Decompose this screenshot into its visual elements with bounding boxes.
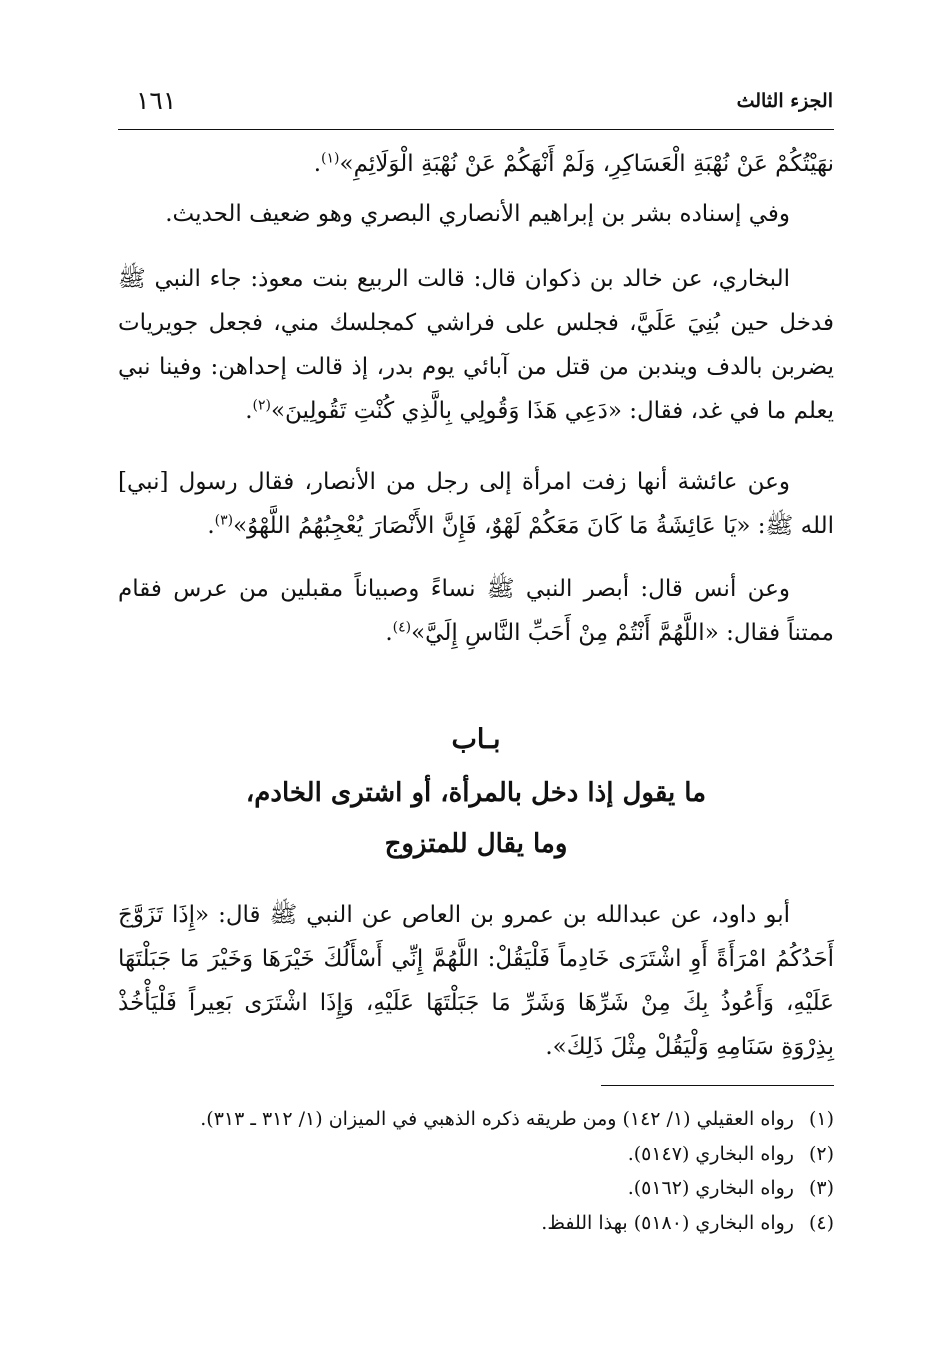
paragraph-text: أبو داود، عن عبدالله بن عمرو بن العاص عن النبي ﷺ قال: «إِذَا تَزَوَّجَ أَحَدُكُمُ امْرَأَةً أَوِ اشْتَرَى خَادِماً فَلْيَقُلْ: اللَّهُمَّ إِنِّي أَسْأَلُكَ خَيْرَهَا وَخَيْرَ مَا جَبَلْتَهَا عَلَيْهِ، وَأَعُوذُ بِكَ مِنْ شَرِّهَا وَشَرِّ مَا جَبَلْتَهَا عَلَيْهِ، وَإِذَا اشْتَرَى بَعِيراً فَلْيَأْخُذْ بِذِرْوَةِ سَنَامِهِ وَلْيَقُلْ مِثْلَ ذَلِكَ». [118,902,834,1060]
paragraph-aisha [118,460,834,548]
paragraph-text: البخاري، عن خالد بن ذكوان قال: قالت الربيع بنت معوذ: جاء النبي ﷺ فدخل حين بُنِيَ عَلَيَّ، فجلس على فراشي كمجلسك مني، فجعل جويريات يضربن بالدف ويندبن من قتل من آبائي يوم بدر، إذ قالت إحداهن: وفينا نبي يعلم ما في غد، فقال: «دَعِي هَذَا وَقُولِي بِالَّذِي كُنْتِ تَقُولِينَ» [118,266,834,424]
paragraph-end: . [385,620,393,646]
paragraph-end: . [245,398,253,424]
paragraph-bukhari-rubayyi [118,257,834,433]
paragraph-end: . [207,513,215,539]
footnote-item [118,1171,834,1206]
chapter-title-line-2: وما يقال للمتزوج [384,829,568,859]
footnote-item [118,1102,834,1137]
running-head-title: الجزء الثالث [736,90,833,112]
paragraph-isnad-note [118,192,834,236]
paragraph-continuation [118,142,834,186]
page-number: ١٦١ [136,86,177,115]
paragraph-abu-dawud [118,893,834,1069]
running-head [118,86,833,120]
footnote-ref: (٢) [252,397,271,414]
footnote-item [118,1137,834,1172]
paragraph-text: وفي إسناده بشر بن إبراهيم الأنصاري البصري وهو ضعيف الحديث. [165,201,790,227]
chapter-heading: بـاب [451,724,501,755]
header-rule [118,129,834,130]
paragraph-text: وعن عائشة أنها زفت امرأة إلى رجل من الأنصار، فقال رسول [نبي] الله ﷺ: «يَا عَائِشَةُ مَا كَانَ مَعَكُمْ لَهْوٌ، فَإِنَّ الأَنْصَارَ يُعْجِبُهُمُ اللَّهْوُ» [118,469,834,539]
footnote-number: (١) [808,1108,834,1130]
footnote-item [118,1206,834,1241]
footnote-ref: (٤) [392,619,412,636]
footnote-text: رواه البخاري (٥١٤٧). [627,1142,794,1165]
footnote-ref: (٣) [214,512,234,529]
paragraph-text: نهَيْتُكُمْ عَنْ نُهْبَةِ الْعَسَاكِرِ، وَلَمْ أَنْهَكُمْ عَنْ نُهْبَةِ الْوَلَائِمِ» [339,151,834,177]
paragraph-text: وعن أنس قال: أبصر النبي ﷺ نساءً وصبياناً مقبلين من عرس فقام ممتناً فقال: «اللَّهُمَّ أَنْتُمْ مِنْ أَحَبِّ النَّاسِ إِلَيَّ» [118,576,834,646]
footnote-number: (٤) [808,1211,834,1234]
footnote-text: رواه البخاري (٥١٦٢). [627,1177,794,1199]
footnote-separator [601,1085,834,1086]
footnote-number: (٣) [808,1177,834,1199]
footnote-ref: (١) [321,150,340,167]
paragraph-anas [118,567,834,655]
footnote-text: رواه البخاري (٥١٨٠) بهذا اللفظ. [541,1211,794,1234]
footnote-text: رواه العقيلي (١/ ١٤٢) ومن طريقه ذكره الذهبي في الميزان (١/ ٣١٢ ـ ٣١٣). [200,1108,794,1130]
paragraph-end: . [313,151,322,177]
footnote-number: (٢) [808,1142,834,1165]
footnotes-list [118,1102,834,1240]
chapter-title-line-1: ما يقول إذا دخل بالمرأة، أو اشترى الخادم، [245,778,707,808]
